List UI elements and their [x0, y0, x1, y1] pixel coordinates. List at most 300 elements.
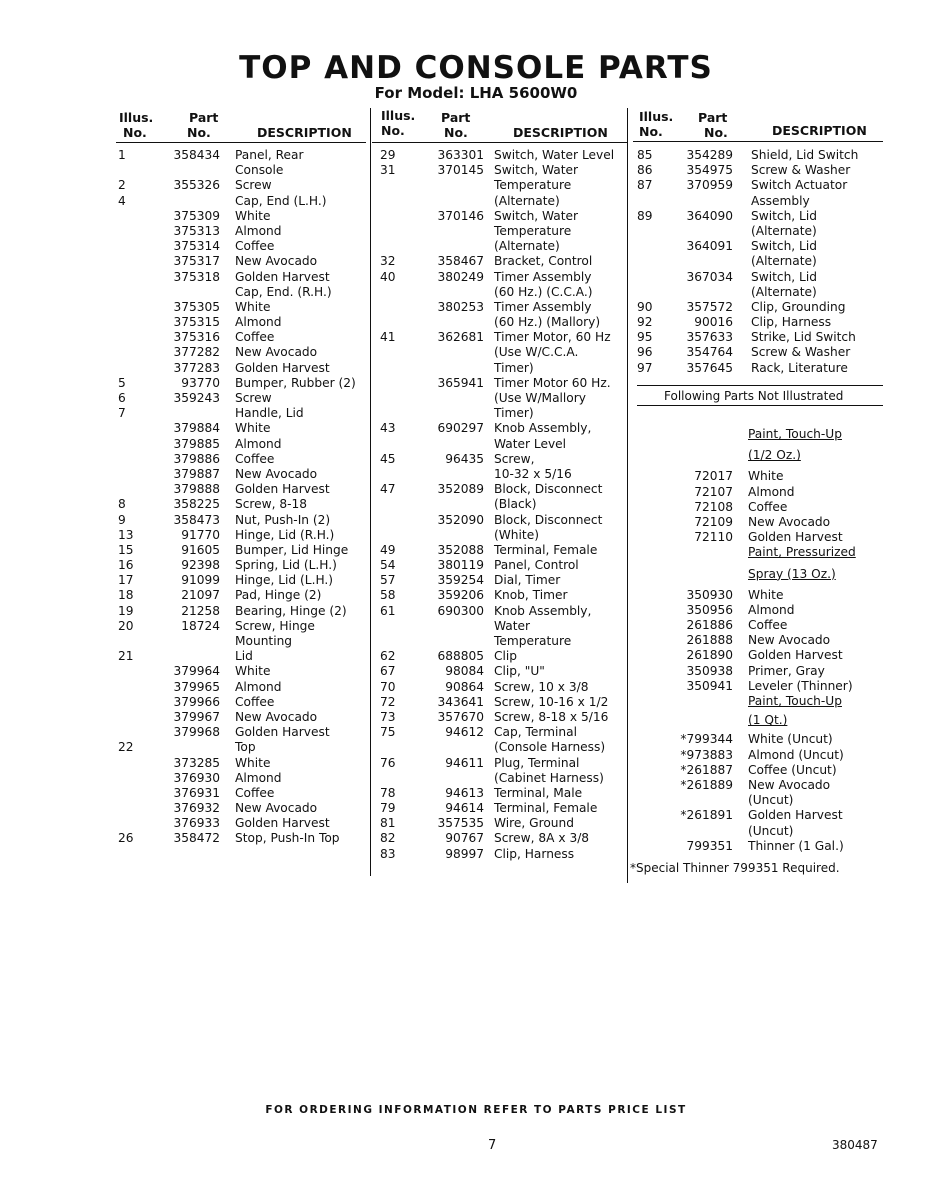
part-description: Cap, End (L.H.) — [235, 193, 327, 208]
part-description: (Alternate) — [494, 193, 560, 208]
part-number: 364090 — [686, 208, 733, 223]
part-description: Knob, Timer — [494, 588, 568, 603]
part-description: Shield, Lid Switch — [751, 148, 859, 162]
part-number: 358467 — [437, 254, 484, 269]
part-number: 690300 — [437, 603, 484, 618]
part-description: Block, Disconnect — [494, 512, 603, 527]
part-description: Panel, Rear — [235, 148, 304, 162]
illus-number: 45 — [380, 451, 396, 466]
header-part: Part No. — [187, 110, 219, 140]
part-number: 364091 — [686, 239, 733, 254]
illus-number: 79 — [380, 801, 396, 816]
header-illus: Illus. No. — [381, 108, 416, 138]
part-description: Bumper, Rubber (2) — [235, 375, 356, 390]
part-description: Golden Harvest — [235, 269, 330, 284]
part-number: 370145 — [437, 163, 484, 178]
part-description: Switch, Water — [494, 208, 579, 223]
part-number: *799344 — [680, 732, 733, 747]
part-description: Clip, "U" — [494, 664, 545, 679]
part-number: 376931 — [173, 785, 220, 800]
illus-number: 73 — [380, 709, 396, 724]
part-description: Lid — [235, 649, 253, 664]
part-description: Almond — [748, 484, 795, 499]
part-number: 379967 — [173, 709, 220, 724]
part-description: New Avocado — [748, 514, 831, 529]
illus-number: 85 — [637, 148, 653, 162]
part-description: New Avocado — [748, 633, 831, 648]
part-number: 357535 — [437, 816, 484, 831]
part-description: (Use W/Mallory — [494, 391, 586, 405]
part-description: Rack, Literature — [751, 360, 848, 375]
illus-number: 18 — [118, 588, 134, 603]
section-rule — [637, 385, 883, 386]
part-description: Switch, Lid — [751, 239, 817, 254]
part-number: *261889 — [680, 777, 733, 792]
part-number: 380119 — [437, 558, 484, 573]
part-number: 350941 — [686, 678, 733, 693]
ordering-footer: FOR ORDERING INFORMATION REFER TO PARTS PRICE LIST — [265, 1104, 687, 1116]
part-description: Almond — [235, 770, 282, 785]
part-number: 357645 — [686, 360, 733, 375]
part-description: Golden Harvest — [748, 530, 843, 545]
part-description: Golden Harvest — [748, 808, 843, 823]
part-number: 72107 — [694, 484, 733, 499]
part-description: Terminal, Female — [494, 542, 598, 557]
section-rule — [637, 405, 883, 406]
part-number: 375317 — [173, 254, 220, 269]
part-description: (White) — [494, 527, 539, 542]
part-number: 359254 — [437, 573, 484, 588]
illus-number: 70 — [380, 679, 396, 694]
part-description: Dial, Timer — [494, 573, 561, 588]
part-description: Coffee — [748, 499, 788, 514]
part-number: 375315 — [173, 315, 220, 330]
part-number: 357572 — [686, 299, 733, 314]
part-description: Timer Motor 60 Hz. — [494, 375, 611, 390]
part-description: Terminal, Male — [494, 785, 583, 800]
illus-number: 95 — [637, 330, 653, 345]
part-number: 380253 — [437, 299, 484, 314]
illus-number: 40 — [380, 269, 396, 284]
part-description: White — [235, 208, 271, 223]
part-description: (Alternate) — [751, 254, 817, 269]
part-number: 375305 — [173, 299, 220, 314]
part-number: 357633 — [686, 330, 733, 345]
part-description: New Avocado — [235, 801, 318, 816]
part-description: (Alternate) — [751, 223, 817, 238]
part-number: 343641 — [437, 694, 484, 709]
part-description: Timer) — [494, 406, 534, 421]
part-number: 354289 — [686, 148, 733, 162]
column-divider — [627, 108, 628, 883]
header-description: DESCRIPTION — [257, 125, 352, 140]
part-description: Golden Harvest — [748, 648, 843, 663]
part-description: Coffee — [748, 618, 788, 633]
part-description: Bracket, Control — [494, 254, 593, 269]
part-description: Screw, 8-18 x 5/16 — [494, 709, 609, 724]
part-description: Screw, 8A x 3/8 — [494, 831, 590, 846]
part-description: Paint, Touch-Up — [748, 694, 842, 708]
page-number: 7 — [488, 1138, 497, 1153]
part-description: Timer Assembly — [494, 299, 592, 314]
part-description: New Avocado — [235, 709, 318, 724]
illus-number: 19 — [118, 603, 134, 618]
part-description: (Uncut) — [748, 823, 794, 838]
part-description: Hinge, Lid (L.H.) — [235, 573, 334, 588]
part-number: 261888 — [686, 633, 733, 648]
illus-number: 82 — [380, 831, 396, 846]
illus-number: 21 — [118, 649, 134, 664]
part-number: 377283 — [173, 360, 220, 375]
part-description: Stop, Push-In Top — [235, 831, 340, 846]
part-description: Paint, Touch-Up — [748, 427, 842, 441]
part-number: 359243 — [173, 391, 220, 405]
part-number: 379966 — [173, 694, 220, 709]
part-description: Knob Assembly, — [494, 421, 592, 436]
part-description: 10-32 x 5/16 — [494, 466, 572, 481]
part-number: 91099 — [181, 573, 220, 588]
part-number: 375313 — [173, 223, 220, 238]
part-number: 375309 — [173, 208, 220, 223]
illus-number: 76 — [380, 755, 396, 770]
part-number: 18724 — [181, 618, 220, 633]
part-number: 375314 — [173, 239, 220, 254]
part-description: Coffee — [235, 330, 275, 345]
part-description: Timer Motor, 60 Hz — [494, 330, 611, 345]
part-description: Bearing, Hinge (2) — [235, 603, 347, 618]
part-description: Screw — [235, 391, 272, 405]
part-description: Cap, End. (R.H.) — [235, 284, 332, 299]
part-number: 354764 — [686, 345, 733, 360]
part-number: 350956 — [686, 602, 733, 617]
header-rule — [116, 142, 366, 143]
part-description: New Avocado — [235, 466, 318, 481]
part-description: Temperature — [494, 178, 572, 193]
part-description: Clip, Grounding — [751, 299, 846, 314]
part-number: 261890 — [686, 648, 733, 663]
part-description: Timer Assembly — [494, 269, 592, 284]
part-number: 799351 — [686, 838, 733, 853]
illus-number: 22 — [118, 740, 134, 755]
part-description: Temperature — [494, 223, 572, 238]
illus-number: 57 — [380, 573, 396, 588]
illus-number: 87 — [637, 178, 653, 193]
part-description: Almond — [235, 436, 282, 451]
illus-number: 6 — [118, 391, 126, 405]
part-number: 367034 — [686, 269, 733, 284]
part-description: Coffee — [235, 239, 275, 254]
part-description: Nut, Push-In (2) — [235, 512, 331, 527]
part-description: (1/2 Oz.) — [748, 448, 801, 463]
part-description: Knob Assembly, — [494, 603, 592, 618]
part-number: 688805 — [437, 649, 484, 664]
part-number: 92398 — [181, 558, 220, 573]
part-description: Switch, Water Level — [494, 148, 615, 162]
part-number: 377282 — [173, 345, 220, 360]
header-illus: Illus. No. — [639, 109, 674, 139]
part-description: Primer, Gray — [748, 663, 825, 678]
part-description: White (Uncut) — [748, 732, 833, 747]
part-number: 358434 — [173, 148, 220, 162]
part-number: 21258 — [181, 603, 220, 618]
illus-number: 41 — [380, 330, 396, 345]
illus-number: 32 — [380, 254, 396, 269]
part-description: Coffee — [235, 785, 275, 800]
part-number: 350938 — [686, 663, 733, 678]
illus-number: 26 — [118, 831, 134, 846]
part-number: 72110 — [694, 530, 733, 545]
part-number: 376932 — [173, 801, 220, 816]
part-description: (Use W/C.C.A. — [494, 345, 579, 360]
part-description: Panel, Control — [494, 558, 579, 573]
part-description: Cap, Terminal — [494, 725, 577, 740]
header-part: Part No. — [441, 110, 471, 140]
illus-number: 81 — [380, 816, 396, 831]
part-number: 21097 — [181, 588, 220, 603]
part-description: Spray (13 Oz.) — [748, 566, 836, 581]
illus-number: 20 — [118, 618, 134, 633]
part-description: White — [235, 755, 271, 770]
part-number: 358473 — [173, 512, 220, 527]
part-description: Screw, Hinge — [235, 618, 315, 633]
part-description: Switch, Lid — [751, 208, 817, 223]
part-description: Bumper, Lid Hinge — [235, 542, 349, 557]
part-description: New Avocado — [235, 345, 318, 360]
part-number: 90016 — [694, 315, 733, 330]
part-description: Temperature — [494, 634, 572, 648]
part-description: (Alternate) — [751, 284, 817, 299]
part-description: Spring, Lid (L.H.) — [235, 558, 337, 573]
page-subtitle: For Model: LHA 5600W0 — [374, 84, 578, 102]
illus-number: 47 — [380, 482, 396, 497]
header-rule — [633, 141, 883, 142]
part-number: 355326 — [173, 178, 220, 193]
part-description: Screw, 10-16 x 1/2 — [494, 694, 609, 709]
part-number: 370959 — [686, 178, 733, 193]
part-number: 358472 — [173, 831, 220, 846]
part-number: 379886 — [173, 451, 220, 466]
illus-number: 72 — [380, 694, 396, 709]
illus-number: 78 — [380, 785, 396, 800]
column-divider — [370, 108, 371, 876]
part-description: Clip, Harness — [751, 315, 832, 330]
illus-number: 62 — [380, 649, 396, 664]
part-description: Almond — [235, 315, 282, 330]
part-number: 690297 — [437, 421, 484, 436]
part-number: 72108 — [694, 499, 733, 514]
illus-number: 54 — [380, 558, 396, 573]
illus-number: 1 — [118, 148, 126, 162]
illus-number: 4 — [118, 193, 126, 208]
part-description: Clip, Harness — [494, 846, 575, 861]
part-description: Top — [235, 740, 256, 755]
part-description: Strike, Lid Switch — [751, 330, 856, 345]
part-description: Timer) — [494, 360, 534, 375]
part-description: Console — [235, 163, 284, 178]
part-description: (Cabinet Harness) — [494, 770, 604, 785]
illus-number: 96 — [637, 345, 653, 360]
part-description: White — [235, 664, 271, 679]
part-description: Golden Harvest — [235, 816, 330, 831]
part-number: 380249 — [437, 269, 484, 284]
part-description: New Avocado — [748, 777, 831, 792]
part-description: White — [235, 299, 271, 314]
part-description: Clip — [494, 649, 518, 664]
part-description: (Alternate) — [494, 239, 560, 254]
header-part: Part No. — [698, 110, 728, 140]
part-number: 363301 — [437, 148, 484, 162]
part-description: Almond — [235, 679, 282, 694]
part-description: White — [748, 469, 784, 484]
part-number: 98084 — [445, 664, 484, 679]
part-description: Thinner (1 Gal.) — [748, 838, 844, 853]
part-description: White — [235, 421, 271, 436]
part-description: New Avocado — [235, 254, 318, 269]
part-number: 90864 — [445, 679, 484, 694]
part-number: 379885 — [173, 436, 220, 451]
part-number: 362681 — [437, 330, 484, 345]
part-number: 72017 — [694, 469, 733, 484]
part-number: 376933 — [173, 816, 220, 831]
part-number: 94611 — [445, 755, 484, 770]
part-description: (60 Hz.) (C.C.A.) — [494, 284, 593, 299]
header-description: DESCRIPTION — [772, 123, 867, 138]
illus-number: 2 — [118, 178, 126, 193]
part-description: (Black) — [494, 497, 537, 512]
illus-number: 17 — [118, 573, 134, 588]
illus-number: 29 — [380, 148, 396, 162]
part-number: 94612 — [445, 725, 484, 740]
part-number: 352089 — [437, 482, 484, 497]
part-number: 91770 — [181, 527, 220, 542]
part-description: Switch, Water — [494, 163, 579, 178]
illus-number: 9 — [118, 512, 126, 527]
part-number: 358225 — [173, 497, 220, 512]
illus-number: 31 — [380, 163, 396, 178]
header-description: DESCRIPTION — [513, 125, 608, 140]
part-description: Almond — [748, 602, 795, 617]
part-number: 373285 — [173, 755, 220, 770]
part-description: Golden Harvest — [235, 360, 330, 375]
part-number: 357670 — [437, 709, 484, 724]
part-number: 379964 — [173, 664, 220, 679]
part-description: (Console Harness) — [494, 740, 606, 755]
part-number: 352090 — [437, 512, 484, 527]
part-description: Screw — [235, 178, 272, 193]
part-number: 91605 — [181, 542, 220, 557]
part-description: Pad, Hinge (2) — [235, 588, 322, 603]
part-number: 379968 — [173, 725, 220, 740]
part-description: Block, Disconnect — [494, 482, 603, 497]
part-number: 379884 — [173, 421, 220, 436]
part-description: White — [748, 587, 784, 602]
illus-number: 7 — [118, 406, 126, 421]
part-description: Wire, Ground — [494, 816, 574, 831]
part-description: Mounting — [235, 634, 293, 648]
part-description: Almond — [235, 223, 282, 238]
part-number: 350930 — [686, 587, 733, 602]
part-number: 72109 — [694, 514, 733, 529]
part-description: Almond (Uncut) — [748, 747, 844, 762]
header-illus: Illus. No. — [119, 110, 154, 140]
part-description: Screw & Washer — [751, 163, 851, 178]
illus-number: 13 — [118, 527, 134, 542]
part-description: Coffee — [235, 451, 275, 466]
part-number: 90767 — [445, 831, 484, 846]
part-number: 94613 — [445, 785, 484, 800]
part-description: Screw, 8-18 — [235, 497, 308, 512]
part-description: Screw, 10 x 3/8 — [494, 679, 589, 694]
illus-number: 75 — [380, 725, 396, 740]
not-illustrated-heading: Following Parts Not Illustrated — [664, 389, 844, 403]
part-description: Plug, Terminal — [494, 755, 580, 770]
header-rule — [372, 142, 627, 143]
part-description: Paint, Pressurized — [748, 545, 856, 560]
part-description: Screw, — [494, 451, 535, 466]
part-description: Golden Harvest — [235, 725, 330, 740]
document-number: 380487 — [832, 1138, 878, 1152]
part-number: *261891 — [680, 808, 733, 823]
illus-number: 89 — [637, 208, 653, 223]
illus-number: 90 — [637, 299, 653, 314]
illus-number: 67 — [380, 664, 396, 679]
illus-number: 92 — [637, 315, 653, 330]
part-number: 359206 — [437, 588, 484, 603]
part-number: 375318 — [173, 269, 220, 284]
illus-number: 8 — [118, 497, 126, 512]
part-description: Handle, Lid — [235, 406, 304, 421]
part-description: Leveler (Thinner) — [748, 678, 853, 693]
part-number: 94614 — [445, 801, 484, 816]
part-number: 261886 — [686, 618, 733, 633]
part-number: 365941 — [437, 375, 484, 390]
part-description: Water Level — [494, 436, 567, 451]
part-description: Coffee (Uncut) — [748, 762, 837, 777]
part-description: (1 Qt.) — [748, 713, 788, 728]
page-title: TOP AND CONSOLE PARTS — [239, 50, 713, 86]
part-number: *261887 — [680, 762, 733, 777]
illus-number: 86 — [637, 163, 653, 178]
illus-number: 58 — [380, 588, 396, 603]
part-description: Coffee — [235, 694, 275, 709]
illus-number: 97 — [637, 360, 653, 375]
part-description: Switch Actuator — [751, 178, 848, 193]
part-description: (Uncut) — [748, 793, 794, 808]
part-number: 379888 — [173, 482, 220, 497]
illus-number: 83 — [380, 846, 396, 861]
part-number: 370146 — [437, 208, 484, 223]
illus-number: 15 — [118, 542, 134, 557]
special-note: *Special Thinner 799351 Required. — [630, 861, 840, 875]
illus-number: 43 — [380, 421, 396, 436]
part-number: 375316 — [173, 330, 220, 345]
part-number: 354975 — [686, 163, 733, 178]
part-number: 379887 — [173, 466, 220, 481]
illus-number: 5 — [118, 375, 126, 390]
part-description: Screw & Washer — [751, 345, 851, 360]
part-number: 93770 — [181, 375, 220, 390]
part-description: Water — [494, 618, 531, 633]
part-description: (60 Hz.) (Mallory) — [494, 315, 601, 330]
part-description: Terminal, Female — [494, 801, 598, 816]
part-number: 379965 — [173, 679, 220, 694]
part-description: Golden Harvest — [235, 482, 330, 497]
part-number: *973883 — [680, 747, 733, 762]
illus-number: 49 — [380, 542, 396, 557]
illus-number: 61 — [380, 603, 396, 618]
part-number: 96435 — [445, 451, 484, 466]
part-description: Assembly — [751, 193, 810, 208]
